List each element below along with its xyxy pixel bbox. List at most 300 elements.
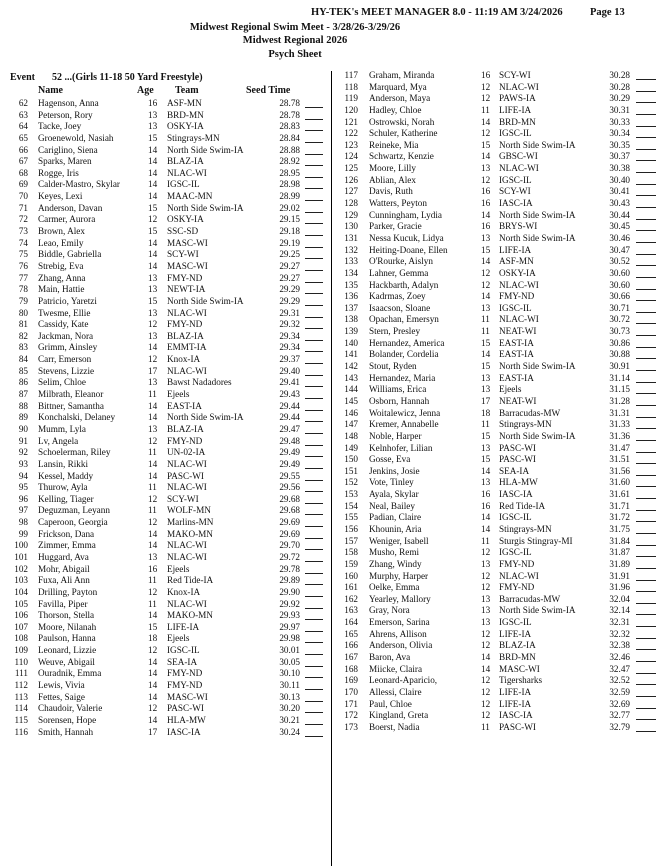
- entry-team: LIFE-IA: [499, 104, 532, 115]
- entry-name: Huggard, Ava: [38, 551, 89, 562]
- entry-team: NLAC-WI: [167, 482, 207, 493]
- entry-num: 152: [344, 477, 358, 488]
- entry-team: IGSC-IL: [167, 645, 200, 656]
- entry-num: 117: [344, 70, 358, 80]
- entry-time: 31.61: [609, 489, 630, 500]
- entry-num: 98: [18, 517, 28, 528]
- entry-name: Reineke, Mia: [369, 139, 419, 150]
- entry-name: Ablian, Alex: [369, 174, 416, 185]
- entry-time: 29.69: [279, 528, 300, 539]
- final-time-blank: [305, 505, 323, 515]
- entry-time: 30.34: [609, 128, 630, 139]
- entry-age: 13: [481, 302, 491, 313]
- page-number: Page 13: [590, 7, 625, 18]
- entry-team: IASC-IA: [499, 198, 533, 209]
- entry-num: 158: [344, 547, 358, 558]
- entry-name: Lv, Angela: [38, 435, 79, 446]
- entry-name: Selim, Chloe: [38, 377, 86, 388]
- final-time-blank: [305, 249, 323, 259]
- final-time-blank: [636, 408, 656, 418]
- entry-name: Ayala, Skylar: [369, 489, 419, 500]
- entry-age: 14: [148, 400, 158, 411]
- entry-num: 120: [344, 104, 358, 115]
- entry-name: Schwartz, Kenzie: [369, 151, 434, 162]
- entry-num: 159: [344, 558, 358, 569]
- entry-age: 12: [481, 547, 491, 558]
- final-time-blank: [305, 179, 323, 189]
- entry-age: 14: [481, 512, 491, 523]
- entry-age: 15: [148, 226, 158, 237]
- entry-time: 29.98: [279, 633, 300, 644]
- entry-team: BLAZ-IA: [167, 423, 204, 434]
- entry-num: 167: [344, 652, 358, 663]
- final-time-blank: [305, 436, 323, 446]
- entry-team: IGSC-IL: [499, 547, 532, 558]
- entry-team: Stingrays-MN: [167, 132, 220, 143]
- entry-team: North Side Swim-IA: [167, 144, 244, 155]
- final-time-blank: [636, 291, 656, 301]
- entry-num: 134: [344, 267, 358, 278]
- entry-time: 29.25: [279, 249, 300, 260]
- final-time-blank: [636, 722, 656, 732]
- entry-num: 155: [344, 512, 358, 523]
- entry-team: Knox-IA: [167, 586, 201, 597]
- entry-time: 29.90: [279, 586, 300, 597]
- entry-time: 29.78: [279, 563, 300, 574]
- entry-name: Milbrath, Eleanor: [38, 389, 104, 400]
- final-time-blank: [305, 715, 323, 725]
- entry-name: Strebig, Eva: [38, 260, 84, 271]
- entry-age: 14: [481, 465, 491, 476]
- final-time-blank: [305, 238, 323, 248]
- entry-name: Padian, Claire: [369, 512, 422, 523]
- entry-name: Anderson, Maya: [369, 93, 431, 104]
- entry-time: 32.32: [609, 628, 630, 639]
- entry-num: 116: [14, 726, 28, 737]
- entry-team: PASC-WI: [167, 470, 204, 481]
- entry-age: 16: [481, 186, 491, 197]
- entry-time: 29.93: [279, 610, 300, 621]
- entry-time: 29.34: [279, 330, 300, 341]
- final-time-blank: [636, 582, 656, 592]
- entry-num: 123: [344, 139, 358, 150]
- entry-time: 29.27: [279, 272, 300, 283]
- final-time-blank: [636, 128, 656, 138]
- entry-name: Mohr, Abigail: [38, 563, 90, 574]
- entry-name: Lahner, Gemma: [369, 267, 429, 278]
- entry-age: 15: [481, 361, 491, 372]
- entry-team: Barracudas-MW: [499, 407, 561, 418]
- entry-time: 30.91: [609, 361, 630, 372]
- entry-time: 30.11: [279, 680, 300, 691]
- final-time-blank: [305, 133, 323, 143]
- entry-age: 12: [148, 319, 158, 330]
- entry-team: NEAT-WI: [499, 395, 537, 406]
- event-title: 52 ...(Girls 11-18 50 Yard Freestyle): [52, 72, 203, 83]
- entry-name: Emerson, Sarina: [369, 617, 430, 628]
- entry-team: FMY-ND: [167, 435, 203, 446]
- entry-age: 14: [148, 156, 158, 167]
- entry-team: North Side Swim-IA: [167, 412, 244, 423]
- entry-age: 17: [148, 365, 158, 376]
- final-time-blank: [636, 547, 656, 557]
- entry-name: Stout, Ryden: [369, 361, 417, 372]
- final-time-blank: [636, 571, 656, 581]
- entry-team: PASC-WI: [499, 454, 536, 465]
- entry-num: 108: [14, 633, 28, 644]
- entry-age: 11: [148, 575, 157, 586]
- entry-num: 114: [14, 703, 28, 714]
- entry-team: Ejeels: [167, 633, 190, 644]
- entry-team: NLAC-WI: [499, 163, 539, 174]
- entry-time: 30.72: [609, 314, 630, 325]
- entry-team: ASF-MN: [499, 256, 534, 267]
- entry-name: Hadley, Chloe: [369, 104, 422, 115]
- entry-team: Ejeels: [167, 563, 190, 574]
- entry-team: Sturgis Stingray-MI: [499, 535, 573, 546]
- entry-time: 29.48: [279, 435, 300, 446]
- final-time-blank: [305, 540, 323, 550]
- col-seed-header: Seed Time: [246, 85, 291, 96]
- entry-name: Bolander, Cordelia: [369, 349, 439, 360]
- entry-name: Twesme, Ellie: [38, 307, 91, 318]
- final-time-blank: [305, 319, 323, 329]
- entry-team: FMY-ND: [167, 319, 203, 330]
- entry-name: Schuler, Katherine: [369, 128, 438, 139]
- entry-num: 86: [18, 377, 28, 388]
- entry-team: BRD-MN: [167, 109, 204, 120]
- entry-name: Vote, Tinley: [369, 477, 414, 488]
- entry-team: NLAC-WI: [167, 365, 207, 376]
- final-time-blank: [636, 105, 656, 115]
- entry-name: Groenewold, Nasiah: [38, 132, 114, 143]
- entry-num: 141: [344, 349, 358, 360]
- entry-name: Gosse, Eva: [369, 454, 411, 465]
- entry-age: 14: [148, 714, 158, 725]
- entry-name: Hackbarth, Adalyn: [369, 279, 439, 290]
- final-time-blank: [305, 273, 323, 283]
- entry-team: NLAC-WI: [167, 598, 207, 609]
- final-time-blank: [636, 233, 656, 243]
- column-divider: [331, 71, 332, 866]
- entry-name: Boerst, Nadia: [369, 721, 420, 732]
- entry-name: Kingland, Greta: [369, 710, 429, 721]
- entry-name: Paulson, Hanna: [38, 633, 96, 644]
- entry-name: Kadrmas, Zoey: [369, 291, 426, 302]
- entry-team: BLAZ-IA: [499, 640, 536, 651]
- entry-time: 29.02: [279, 202, 300, 213]
- entry-name: Thurow, Ayla: [38, 482, 88, 493]
- entry-age: 13: [481, 558, 491, 569]
- entry-team: NLAC-WI: [499, 279, 539, 290]
- entry-time: 32.38: [609, 640, 630, 651]
- final-time-blank: [636, 536, 656, 546]
- entry-time: 32.52: [609, 675, 630, 686]
- entry-age: 14: [481, 663, 491, 674]
- entry-num: 94: [18, 470, 28, 481]
- entry-time: 30.88: [609, 349, 630, 360]
- entry-name: Carr, Emerson: [38, 354, 92, 365]
- final-time-blank: [636, 501, 656, 511]
- entry-name: Kremer, Annabelle: [369, 419, 439, 430]
- col-name-header: Name: [38, 85, 63, 96]
- entry-team: Knox-IA: [167, 354, 201, 365]
- final-time-blank: [636, 396, 656, 406]
- entry-num: 125: [344, 163, 358, 174]
- entry-num: 148: [344, 430, 358, 441]
- entry-num: 78: [18, 284, 28, 295]
- entry-num: 72: [18, 214, 28, 225]
- entry-team: SCY-WI: [499, 70, 531, 80]
- entry-age: 12: [148, 703, 158, 714]
- entry-num: 80: [18, 307, 28, 318]
- entry-age: 12: [481, 93, 491, 104]
- entry-time: 29.49: [279, 458, 300, 469]
- entry-age: 13: [481, 442, 491, 453]
- entry-team: NLAC-WI: [499, 570, 539, 581]
- entry-time: 30.33: [609, 116, 630, 127]
- final-time-blank: [305, 296, 323, 306]
- final-time-blank: [305, 412, 323, 422]
- entry-team: North Side Swim-IA: [499, 605, 576, 616]
- entry-num: 79: [18, 295, 28, 306]
- entry-name: Osborn, Hannah: [369, 395, 430, 406]
- entry-time: 31.47: [609, 442, 630, 453]
- entry-num: 147: [344, 419, 358, 430]
- entry-age: 14: [148, 191, 158, 202]
- entry-num: 165: [344, 628, 358, 639]
- final-time-blank: [636, 82, 656, 92]
- entry-age: 14: [148, 691, 158, 702]
- entry-time: 30.47: [609, 244, 630, 255]
- col-age-header: Age: [137, 85, 154, 96]
- entry-num: 74: [18, 237, 28, 248]
- entry-time: 31.51: [609, 454, 630, 465]
- final-time-blank: [305, 599, 323, 609]
- entry-num: 77: [18, 272, 28, 283]
- entry-num: 164: [344, 617, 358, 628]
- entry-num: 132: [344, 244, 358, 255]
- entry-name: Jenkins, Josie: [369, 465, 420, 476]
- entry-team: FMY-ND: [167, 272, 203, 283]
- entry-num: 124: [344, 151, 358, 162]
- entry-name: Chaudoir, Valerie: [38, 703, 103, 714]
- entry-name: Paul, Chloe: [369, 698, 412, 709]
- entry-num: 92: [18, 447, 28, 458]
- entry-num: 84: [18, 354, 28, 365]
- entry-team: SEA-IA: [167, 656, 198, 667]
- entry-time: 29.56: [279, 482, 300, 493]
- final-time-blank: [305, 645, 323, 655]
- entry-age: 12: [148, 214, 158, 225]
- entry-num: 113: [14, 691, 28, 702]
- entry-team: Barracudas-MW: [499, 593, 561, 604]
- entry-name: Nessa Kucuk, Lidya: [369, 232, 444, 243]
- final-time-blank: [305, 401, 323, 411]
- final-time-blank: [636, 512, 656, 522]
- entry-num: 118: [344, 81, 358, 92]
- entry-time: 29.47: [279, 423, 300, 434]
- sheet-title: Psych Sheet: [268, 49, 322, 60]
- final-time-blank: [636, 186, 656, 196]
- entry-team: HLA-MW: [167, 714, 206, 725]
- entry-time: 29.40: [279, 365, 300, 376]
- entry-name: Leonard-Aparicio,: [369, 675, 438, 686]
- entry-name: Hernandez, America: [369, 337, 445, 348]
- entry-age: 14: [481, 652, 491, 663]
- entry-time: 29.69: [279, 517, 300, 528]
- entry-num: 119: [344, 93, 358, 104]
- final-time-blank: [305, 575, 323, 585]
- entry-time: 30.45: [609, 221, 630, 232]
- entry-time: 28.92: [279, 156, 300, 167]
- entry-name: Favilla, Piper: [38, 598, 88, 609]
- final-time-blank: [636, 151, 656, 161]
- entry-time: 30.28: [609, 81, 630, 92]
- entry-team: LIFE-IA: [499, 244, 532, 255]
- final-time-blank: [305, 226, 323, 236]
- entry-team: PASC-WI: [499, 721, 536, 732]
- entry-team: NLAC-WI: [167, 167, 207, 178]
- entry-team: LIFE-IA: [167, 621, 200, 632]
- entry-team: EAST-IA: [499, 337, 534, 348]
- entry-team: Ejeels: [167, 389, 190, 400]
- entry-num: 169: [344, 675, 358, 686]
- entry-name: Yearley, Mallory: [369, 593, 431, 604]
- final-time-blank: [305, 377, 323, 387]
- event-label: Event: [10, 72, 35, 83]
- entry-num: 109: [14, 645, 28, 656]
- final-time-blank: [636, 524, 656, 534]
- entry-time: 30.66: [609, 291, 630, 302]
- entry-num: 153: [344, 489, 358, 500]
- entry-num: 122: [344, 128, 358, 139]
- entry-time: 29.70: [279, 540, 300, 551]
- entry-name: Ahrens, Allison: [369, 628, 427, 639]
- entry-name: Heiting-Doane, Ellen: [369, 244, 448, 255]
- entry-num: 75: [18, 249, 28, 260]
- entry-time: 29.44: [279, 412, 300, 423]
- entry-team: BLAZ-IA: [167, 330, 204, 341]
- entry-num: 168: [344, 663, 358, 674]
- final-time-blank: [636, 349, 656, 359]
- entry-age: 13: [481, 163, 491, 174]
- entry-time: 31.15: [609, 384, 630, 395]
- entry-age: 13: [148, 121, 158, 132]
- entry-name: Caperoon, Georgia: [38, 517, 108, 528]
- entry-team: LIFE-IA: [499, 628, 532, 639]
- entry-name: Brown, Alex: [38, 226, 85, 237]
- final-time-blank: [305, 610, 323, 620]
- entry-team: LIFE-IA: [499, 698, 532, 709]
- entry-age: 16: [148, 563, 158, 574]
- entry-team: North Side Swim-IA: [499, 209, 576, 220]
- final-time-blank: [305, 284, 323, 294]
- entry-num: 154: [344, 500, 358, 511]
- entry-team: NEWT-IA: [167, 284, 206, 295]
- entry-age: 15: [481, 454, 491, 465]
- entry-age: 15: [148, 295, 158, 306]
- entry-team: IGSC-IL: [167, 179, 200, 190]
- final-time-blank: [305, 98, 323, 108]
- entry-name: Zimmer, Emma: [38, 540, 96, 551]
- final-time-blank: [636, 384, 656, 394]
- entry-time: 30.46: [609, 232, 630, 243]
- entry-age: 14: [148, 260, 158, 271]
- entry-num: 170: [344, 686, 358, 697]
- entry-time: 30.52: [609, 256, 630, 267]
- final-time-blank: [636, 594, 656, 604]
- entry-time: 28.84: [279, 132, 300, 143]
- entry-time: 31.72: [609, 512, 630, 523]
- entry-num: 140: [344, 337, 358, 348]
- final-time-blank: [636, 466, 656, 476]
- entry-name: Allessi, Claire: [369, 686, 422, 697]
- final-time-blank: [636, 245, 656, 255]
- entry-name: Williams, Erica: [369, 384, 427, 395]
- meet-subtitle: Midwest Regional 2026: [242, 35, 348, 46]
- final-time-blank: [305, 680, 323, 690]
- entry-team: IASC-IA: [499, 710, 533, 721]
- entry-name: Hagenson, Anna: [38, 98, 99, 108]
- entry-time: 30.05: [279, 656, 300, 667]
- entry-num: 111: [14, 668, 28, 679]
- entry-time: 29.29: [279, 284, 300, 295]
- final-time-blank: [636, 268, 656, 278]
- entry-age: 12: [148, 645, 158, 656]
- entry-num: 87: [18, 389, 28, 400]
- entry-num: 81: [18, 319, 28, 330]
- entry-team: GBSC-WI: [499, 151, 538, 162]
- entry-num: 71: [18, 202, 28, 213]
- entry-name: Sparks, Maren: [38, 156, 92, 167]
- entry-age: 12: [481, 174, 491, 185]
- entry-age: 12: [148, 493, 158, 504]
- entry-name: Sorensen, Hope: [38, 714, 97, 725]
- entry-team: IGSC-IL: [499, 617, 532, 628]
- entry-time: 32.79: [609, 721, 630, 732]
- entry-time: 29.43: [279, 389, 300, 400]
- entry-age: 13: [148, 330, 158, 341]
- entry-age: 12: [481, 698, 491, 709]
- entry-num: 128: [344, 198, 358, 209]
- entry-age: 11: [148, 482, 157, 493]
- final-time-blank: [636, 338, 656, 348]
- entry-age: 13: [481, 617, 491, 628]
- entry-name: Lewis, Vivia: [38, 680, 85, 691]
- col-team-header: Team: [175, 85, 199, 96]
- entry-age: 13: [148, 272, 158, 283]
- entry-age: 12: [148, 517, 158, 528]
- entry-num: 106: [14, 610, 28, 621]
- entry-team: SCY-WI: [167, 493, 199, 504]
- entry-name: Drilling, Payton: [38, 586, 98, 597]
- entry-time: 30.60: [609, 279, 630, 290]
- entry-time: 31.91: [609, 570, 630, 581]
- entry-num: 70: [18, 191, 28, 202]
- entry-num: 102: [14, 563, 28, 574]
- entry-time: 31.56: [609, 465, 630, 476]
- entry-time: 31.14: [609, 372, 630, 383]
- entry-num: 105: [14, 598, 28, 609]
- entry-age: 14: [148, 237, 158, 248]
- final-time-blank: [305, 203, 323, 213]
- entry-age: 14: [481, 291, 491, 302]
- entry-num: 107: [14, 621, 28, 632]
- final-time-blank: [636, 652, 656, 662]
- entry-name: Calder-Mastro, Skylar: [38, 179, 120, 190]
- entry-team: LIFE-IA: [499, 686, 532, 697]
